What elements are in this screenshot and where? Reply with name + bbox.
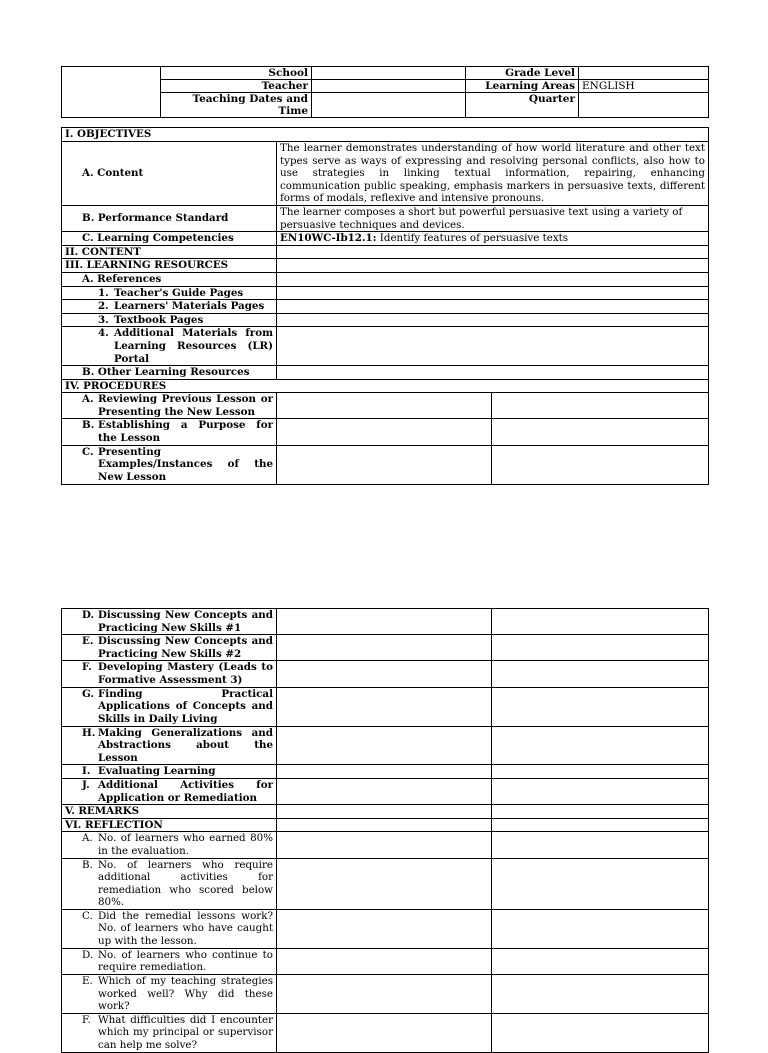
remarks-field-2[interactable] (492, 805, 709, 819)
references-label: A. References (62, 272, 277, 286)
quarter-label: Quarter (466, 93, 579, 118)
procedure-c-label: C. Presenting Examples/Instances of the New Lesson (82, 445, 273, 483)
header-blank-cell (62, 67, 161, 118)
procedure-e-label: E. Discussing New Concepts and Practicing New Skills #2 (82, 635, 273, 660)
lesson-plan-table-2 (61, 608, 709, 1053)
remarks-heading: V. REMARKS (62, 805, 277, 819)
content-heading: II. CONTENT (62, 245, 277, 259)
content-field[interactable] (277, 245, 709, 259)
reflection-e-label: E. Which of my teaching strategies worked well? Why did these work? (82, 975, 273, 1013)
procedure-g-field-2[interactable] (492, 687, 709, 726)
learners-materials-field[interactable] (277, 300, 709, 314)
additional-materials-label: 4. Additional Materials from Learning Resources (LR) Portal (98, 327, 273, 365)
header-table (61, 66, 709, 118)
procedure-d-field-1[interactable] (277, 609, 492, 635)
other-resources-field[interactable] (277, 366, 709, 380)
additional-materials-field[interactable] (277, 327, 709, 366)
reflection-e-field-1[interactable] (277, 975, 492, 1014)
procedure-a-label: A. Reviewing Previous Lesson or Presenting the New Lesson (82, 393, 273, 418)
learning-areas-field[interactable]: ENGLISH (579, 80, 709, 93)
reflection-heading: VI. REFLECTION (62, 818, 277, 832)
reflection-c-field-1[interactable] (277, 909, 492, 948)
learning-areas-label: Learning Areas (466, 80, 579, 93)
procedure-g-field-1[interactable] (277, 687, 492, 726)
competency-code: EN10WC-Ib12.1: (280, 232, 377, 245)
school-label: School (161, 67, 312, 80)
procedure-j-field-1[interactable] (277, 778, 492, 804)
reflection-c-field-2[interactable] (492, 909, 709, 948)
content-standard-text[interactable]: The learner demonstrates understanding of how world literature and other text types serve as ways of expressing and resolving personal conflicts, also how to use strategies in linking textual information, repairing, enhancing communication public speaking, emphasis markers in persuasive texts, different forms of modals, reflexive and intensive pronouns. (277, 142, 709, 206)
learning-competencies-label: C. Learning Competencies (62, 232, 277, 246)
reflection-f-label: F. What difficulties did I encounter which my principal or supervisor can help me solve? (82, 1013, 273, 1052)
reflection-f-field-1[interactable] (277, 1013, 492, 1052)
procedure-a-field-1[interactable] (277, 393, 492, 419)
objectives-heading: I. OBJECTIVES (62, 128, 709, 142)
references-field[interactable] (277, 272, 709, 286)
procedure-h-field-2[interactable] (492, 726, 709, 765)
procedure-b-field-1[interactable] (277, 419, 492, 445)
grade-level-label: Grade Level (466, 67, 579, 80)
reflection-b-label: B. No. of learners who require additional activities for remediation who scored below 80%. (82, 858, 273, 909)
reflection-field-1[interactable] (277, 818, 492, 832)
teaching-dates-field[interactable] (312, 93, 466, 118)
reflection-d-field-1[interactable] (277, 948, 492, 974)
other-resources-label: B. Other Learning Resources (62, 366, 277, 380)
learning-resources-heading: III. LEARNING RESOURCES (62, 259, 277, 273)
reflection-d-field-2[interactable] (492, 948, 709, 974)
procedure-e-field-2[interactable] (492, 635, 709, 661)
textbook-pages-field[interactable] (277, 313, 709, 327)
reflection-a-label: A. No. of learners who earned 80% in the evaluation. (82, 832, 273, 857)
reflection-b-field-1[interactable] (277, 858, 492, 909)
procedure-d-label: D. Discussing New Concepts and Practicing New Skills #1 (82, 609, 273, 634)
procedure-g-label: G. Finding Practical Applications of Concepts and Skills in Daily Living (82, 687, 273, 725)
reflection-f-field-2[interactable] (492, 1013, 709, 1052)
reflection-a-field-1[interactable] (277, 832, 492, 858)
procedure-i-label: I. Evaluating Learning (82, 765, 216, 778)
grade-level-field[interactable] (579, 67, 709, 80)
procedure-a-field-2[interactable] (492, 393, 709, 419)
procedure-b-field-2[interactable] (492, 419, 709, 445)
reflection-c-label: C. Did the remedial lessons work? No. of learners who have caught up with the lesson. (82, 909, 273, 948)
teacher-label: Teacher (161, 80, 312, 93)
procedure-f-field-1[interactable] (277, 661, 492, 687)
procedure-e-field-1[interactable] (277, 635, 492, 661)
procedure-c-field-1[interactable] (277, 445, 492, 484)
content-label: A. Content (62, 142, 277, 206)
lesson-plan-table-1 (61, 127, 709, 485)
teaching-dates-label: Teaching Dates and Time (161, 93, 312, 118)
procedure-b-label: B. Establishing a Purpose for the Lesson (82, 419, 273, 445)
reflection-d-label: D. No. of learners who continue to require remediation. (82, 948, 273, 974)
performance-standard-label: B. Performance Standard (62, 205, 277, 231)
school-field[interactable] (312, 67, 466, 80)
procedure-c-field-2[interactable] (492, 445, 709, 484)
learning-resources-field[interactable] (277, 259, 709, 273)
procedure-f-label: F. Developing Mastery (Leads to Formative Assessment 3) (82, 661, 273, 686)
procedures-heading: IV. PROCEDURES (62, 379, 709, 393)
reflection-a-field-2[interactable] (492, 832, 709, 858)
reflection-b-field-2[interactable] (492, 858, 709, 909)
reflection-field-2[interactable] (492, 818, 709, 832)
quarter-field[interactable] (579, 93, 709, 118)
competency-text: Identify features of persuasive texts (376, 232, 569, 245)
teachers-guide-label: 1. Teacher's Guide Pages (98, 286, 244, 299)
performance-standard-text[interactable]: The learner composes a short but powerful persuasive text using a variety of persuasive techniques and devices. (277, 205, 709, 231)
textbook-pages-label: 3. Textbook Pages (98, 313, 204, 326)
procedure-j-label: J. Additional Activities for Application or Remediation (82, 778, 273, 804)
procedure-i-field-1[interactable] (277, 765, 492, 779)
learners-materials-label: 2. Learners' Materials Pages (98, 300, 265, 313)
procedure-h-field-1[interactable] (277, 726, 492, 765)
teacher-field[interactable] (312, 80, 466, 93)
remarks-field-1[interactable] (277, 805, 492, 819)
teachers-guide-field[interactable] (277, 286, 709, 300)
procedure-h-label: H. Making Generalizations and Abstractions about the Lesson (82, 726, 273, 764)
learning-competencies-cell[interactable] (277, 232, 709, 246)
procedure-i-field-2[interactable] (492, 765, 709, 779)
procedure-d-field-2[interactable] (492, 609, 709, 635)
procedure-f-field-2[interactable] (492, 661, 709, 687)
reflection-e-field-2[interactable] (492, 975, 709, 1014)
procedure-j-field-2[interactable] (492, 778, 709, 804)
